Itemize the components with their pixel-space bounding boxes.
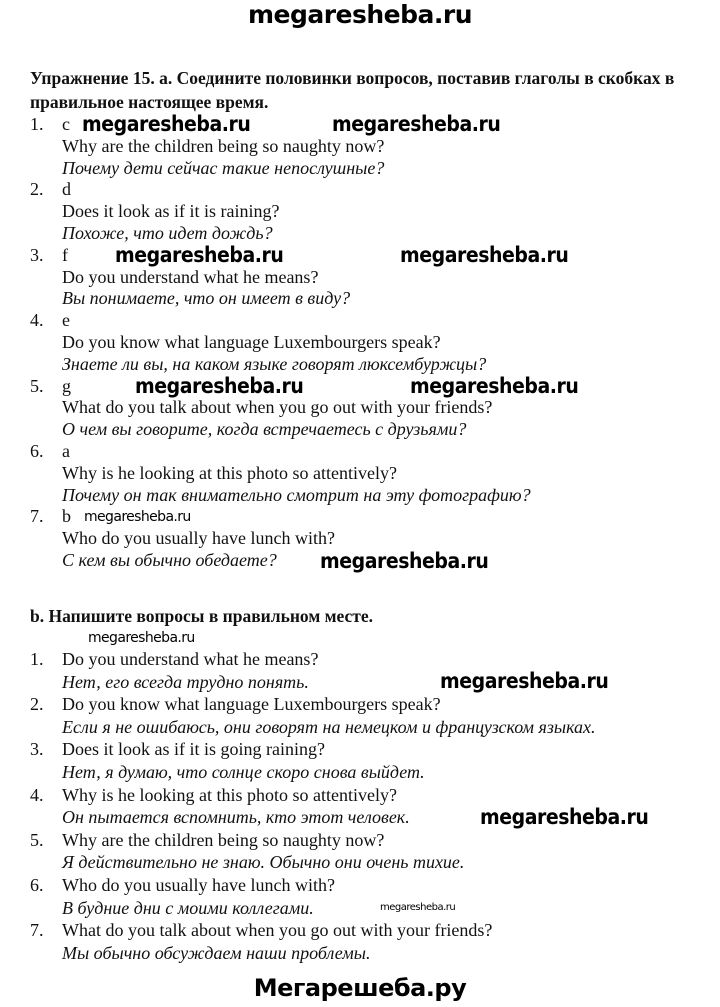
answer-letter: f (62, 244, 68, 265)
item-number: 5. (30, 375, 44, 396)
list-item (0, 693, 596, 738)
item-number: 2. (30, 694, 44, 715)
item-number: 6. (30, 874, 44, 895)
watermark: megaresheba.ru (115, 243, 284, 267)
watermark: megaresheba.ru (135, 374, 304, 398)
watermark: megaresheba.ru (480, 805, 649, 829)
list-item (0, 874, 596, 919)
question-text: Does it look as if it is raining? (62, 201, 280, 222)
answer-letter: e (62, 310, 70, 331)
item-number: 2. (30, 179, 44, 200)
part-a-list (0, 114, 531, 572)
watermark: megaresheba.ru (440, 669, 609, 693)
list-item (0, 738, 596, 783)
answer-text: Он пытается вспомнить, кто этот человек. (62, 807, 410, 828)
watermark-footer: Мегарешеба.ру (253, 974, 467, 1002)
item-number: 5. (30, 829, 44, 850)
translation-text: Вы понимаете, что он имеет в виду? (62, 288, 351, 309)
item-number: 7. (30, 506, 44, 527)
answer-text: Нет, его всегда трудно понять. (62, 671, 309, 692)
item-number: 3. (30, 244, 44, 265)
watermark: megaresheba.ru (82, 112, 251, 136)
answer-text: Я действительно не знаю. Обычно они очень тихие. (62, 852, 465, 873)
translation-text: Похоже, что идет дождь? (62, 222, 273, 243)
question-text: Do you know what language Luxembourgers speak? (62, 694, 441, 715)
watermark: megaresheba.ru (332, 112, 501, 136)
watermark: megaresheba.ru (400, 243, 569, 267)
question-text: Why are the children being so naughty now? (62, 829, 385, 850)
watermark: megaresheba.ru (410, 374, 579, 398)
answer-letter: a (62, 440, 70, 461)
question-text: What do you talk about when you go out with your friends? (62, 920, 493, 941)
part-a-heading: Упражнение 15. a. Соедините половинки вопросов, поставив глаголы в скобках в правильное настоящее время. (30, 68, 675, 112)
watermark: megaresheba.ru (88, 630, 195, 646)
answer-text: В будние дни с моими коллегами. (62, 897, 314, 918)
watermark: megaresheba.ru (84, 509, 191, 525)
question-text: Do you understand what he means? (62, 649, 319, 669)
translation-text: О чем вы говорите, когда встречаетесь с друзьями? (62, 419, 467, 440)
item-number: 4. (30, 784, 44, 805)
part-b-heading: b. Напишите вопросы в правильном месте. (30, 606, 374, 626)
item-number: 4. (30, 310, 44, 331)
question-text: What do you talk about when you go out with your friends? (62, 397, 493, 418)
translation-text: Почему он так внимательно смотрит на эту фотографию? (62, 484, 531, 505)
item-number: 7. (30, 920, 44, 941)
question-text: Why are the children being so naughty now? (62, 135, 385, 156)
list-item (0, 441, 531, 506)
answer-letter: b (62, 506, 71, 527)
list-item (0, 829, 596, 874)
watermark: megaresheba.ru (380, 902, 456, 913)
question-text: Does it look as if it is going raining? (62, 739, 325, 760)
answer-letter: c (62, 114, 70, 134)
translation-text: Знаете ли вы, на каком языке говорят люксембуржцы? (62, 353, 487, 374)
question-text: Who do you usually have lunch with? (62, 528, 335, 549)
item-number: 1. (30, 114, 44, 134)
item-number: 1. (30, 649, 44, 669)
question-text: Do you know what language Luxembourgers speak? (62, 331, 441, 352)
list-item (0, 919, 596, 964)
item-number: 3. (30, 739, 44, 760)
question-text: Do you understand what he means? (62, 266, 319, 287)
watermark: megaresheba.ru (320, 549, 489, 573)
watermark-header: megaresheba.ru (247, 0, 473, 29)
answer-text: Мы обычно обсуждаем наши проблемы. (62, 942, 371, 963)
answer-text: Нет, я думаю, что солнце скоро снова выйдет. (62, 761, 425, 782)
translation-text: Почему дети сейчас такие непослушные? (62, 157, 385, 178)
item-number: 6. (30, 440, 44, 461)
list-item (0, 179, 531, 244)
answer-letter: g (62, 375, 71, 396)
answer-letter: d (62, 179, 71, 200)
question-text: Why is he looking at this photo so attentively? (62, 784, 397, 805)
question-text: Why is he looking at this photo so attentively? (62, 462, 397, 483)
translation-text: С кем вы обычно обедаете? (62, 549, 277, 570)
list-item (0, 310, 531, 375)
answer-text: Если я не ошибаюсь, они говорят на немецком и французском языках. (62, 716, 596, 737)
question-text: Who do you usually have lunch with? (62, 874, 335, 895)
